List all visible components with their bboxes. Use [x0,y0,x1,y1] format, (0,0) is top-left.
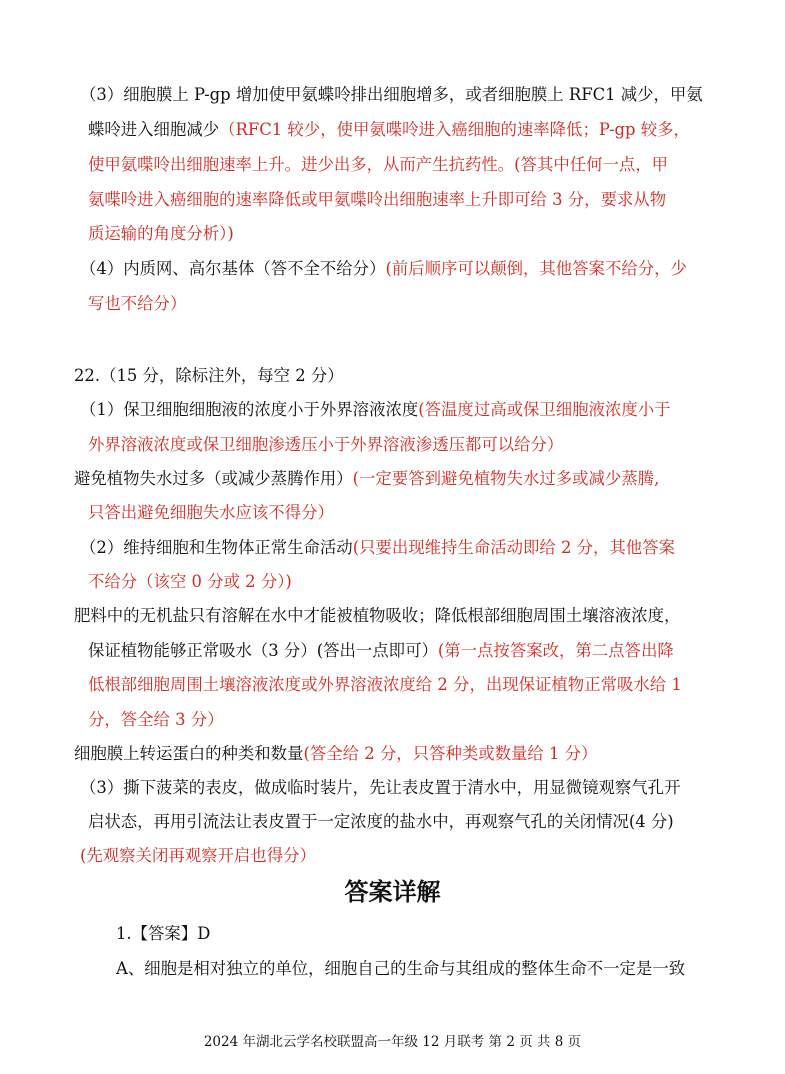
q22-part2b-grading-line3: 低根部细胞周围土壤溶液浓度或外界溶液浓度给 2 分，出现保证植物正常吸水给 1 [88,675,682,694]
q21-part3-grading-line5: 质运输的角度分析）) [88,224,234,243]
section-title: 答案详解 [344,878,441,906]
q22-part1-line1 [80,399,671,421]
q21-part4-grading-note: (前后顺序可以颠倒，其他答案不给分，少 [385,259,687,278]
q22-part2c-line1 [74,743,597,765]
q22-part2-answer-text: （2）维持细胞和生物体正常生命活动 [80,538,353,557]
page-footer: 2024 年湖北云学名校联盟高一年级 12 月联考 第 2 页 共 8 页 [203,1034,582,1050]
q21-part4-grading-line2: 写也不给分） [88,294,187,313]
q22-part3-grading-line3: (先观察关闭再观察开启也得分） [80,846,316,865]
q22-part2c-grading-note: (答全给 2 分，只答种类或数量给 1 分） [303,744,598,763]
q22-part1b-grading-note: (一定要答到避免植物失水过多或减少蒸腾, [352,469,660,488]
q22-part2b-line1: 肥料中的无机盐只有溶解在水中才能被植物吸收；降低根部细胞周围土壤溶液浓度， [74,606,681,625]
q22-header: 22.（15 分，除标注外，每空 2 分） [74,366,344,385]
q22-part1-grading-line2: 外界溶液浓度或保卫细胞渗透压小于外界溶液渗透压都可以给分） [88,435,564,454]
q22-part2b-answer-text: 保证植物能够正常吸水（3 分）(答出一点即可） [88,641,438,660]
q21-part3-line2 [88,119,690,141]
q21-part3-grading-note: （RFC1 较少，使甲氨喋呤进入癌细胞的速率降低；P-gp 较多， [219,120,690,139]
q22-part1b-grading-line2: 只答出避免细胞失水应该不得分） [88,503,334,522]
q22-part3-line1: （3）撕下菠菜的表皮，做成临时装片，先让表皮置于清水中，用显微镜观察气孔开 [80,778,681,797]
q21-part3-line1: （3）细胞膜上 P-gp 增加使甲氨蝶呤排出细胞增多，或者细胞膜上 RFC1 减少，甲氨 [80,85,703,104]
q21-part3-grading-line4: 氨喋呤进入癌细胞的速率降低或甲氨喋呤出细胞速率上升即可给 3 分，要求从物 [88,190,667,209]
explain-item1-optionA: A、细胞是相对独立的单位，细胞自己的生命与其组成的整体生命不一定是一致 [116,959,686,978]
q22-part2b-grading-line4: 分，答全给 3 分） [88,710,224,729]
q22-part2-line1 [80,537,675,559]
q22-part3-line2: 启状态，再用引流法让表皮置于一定浓度的盐水中，再观察气孔的关闭情况(4 分) [88,812,674,831]
q21-part4-answer-text: （4）内质网、高尔基体（答不全不给分） [80,259,386,278]
q21-part4-line1 [80,258,687,280]
q22-part2c-answer-text: 细胞膜上转运蛋白的种类和数量 [74,744,304,763]
q22-part2b-grading-note: (第一点按答案改，第二点答出降 [437,641,674,660]
q22-part1-grading-note: (答温度过高或保卫细胞液浓度小于 [418,400,671,419]
q21-part3-answer-text: 蝶呤进入细胞减少 [88,120,220,139]
q22-part1-answer-text: （1）保卫细胞细胞液的浓度小于外界溶液浓度 [80,400,419,419]
explain-item1-answer: 1.【答案】D [116,924,211,943]
q22-part2b-line2 [88,640,674,662]
q22-part1b-line1 [74,468,659,490]
q22-part2-grading-note: (只要出现维持生命活动即给 2 分，其他答案 [352,538,675,557]
q21-part3-grading-line3: 使甲氨喋呤出细胞速率上升。进少出多，从而产生抗药性。(答其中任何一点，甲 [88,155,669,174]
q22-part1b-answer-text: 避免植物失水过多（或减少蒸腾作用） [74,469,353,488]
q22-part2-grading-line2: 不给分（该空 0 分或 2 分）) [88,572,292,591]
